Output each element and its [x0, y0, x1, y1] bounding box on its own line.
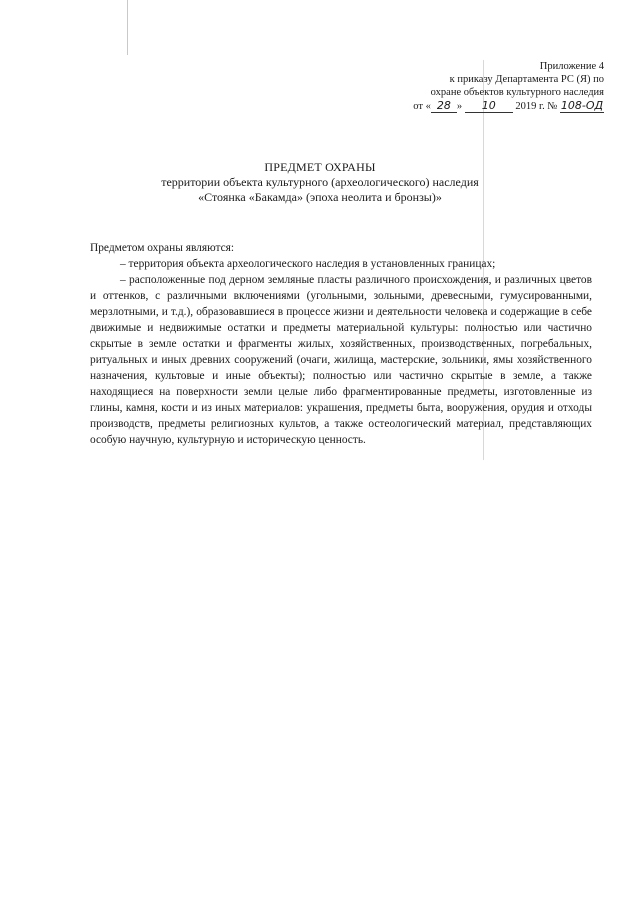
body-item-layers: – расположенные под дерном земляные пласты различного происхождения, и различных цветов и оттенков, с различными включениями (угольными, зольными, древесными, гумусированными, мерзлотными, и т.д.), образовавшиеся в процессе жизни и деятельности человека и содержащие в себе движимые и недвижимые остатки и предметы материальной культуры: полностью или частично скрытые в земле остатки и фрагменты жилых, хозяйственных, производственных, погребальных, ритуальных и иных древних сооружений (очаги, жилища, мастерские, зольники, ямы хозяйственного назначения, культовые и иные объекты); полностью или частично скрытые в земле, а также находящиеся на поверхности земли целые либо фрагментированные предметы, изготовленные из глины, камня, кости и из иных материалов: украшения, предметы быта, вооружения, орудия и отходы производств, предметы религиозных культов, а также остеологический материал, представляющих особую научную, культурную и историческую ценность.: [90, 274, 592, 446]
title-site: «Стоянка «Бакамда» (эпоха неолита и бронзы)»: [198, 190, 442, 204]
date-prefix: от «: [413, 101, 431, 112]
date-mid: »: [456, 101, 463, 112]
appendix-number: Приложение 4: [539, 61, 604, 72]
appendix-order-ref: к приказу Департамента РС (Я) по: [449, 74, 604, 85]
date-day: 28: [431, 99, 457, 113]
title-main: ПРЕДМЕТ ОХРАНЫ: [264, 160, 376, 174]
order-number: 108-ОД: [560, 99, 604, 112]
appendix-header: [384, 60, 604, 113]
document-title: [0, 160, 640, 205]
appendix-date-line: [384, 99, 604, 113]
appendix-department: охране объектов культурного наследия: [430, 87, 604, 98]
scan-fold-line: [127, 0, 128, 55]
date-year: 2019 г. №: [515, 101, 558, 112]
document-body: [90, 240, 592, 448]
body-item-territory: – территория объекта археологического наследия в установленных границах;: [120, 258, 496, 270]
date-month: 10: [465, 99, 513, 113]
body-intro: Предметом охраны являются:: [90, 242, 235, 254]
title-subject: территории объекта культурного (археологического) наследия: [161, 175, 479, 189]
